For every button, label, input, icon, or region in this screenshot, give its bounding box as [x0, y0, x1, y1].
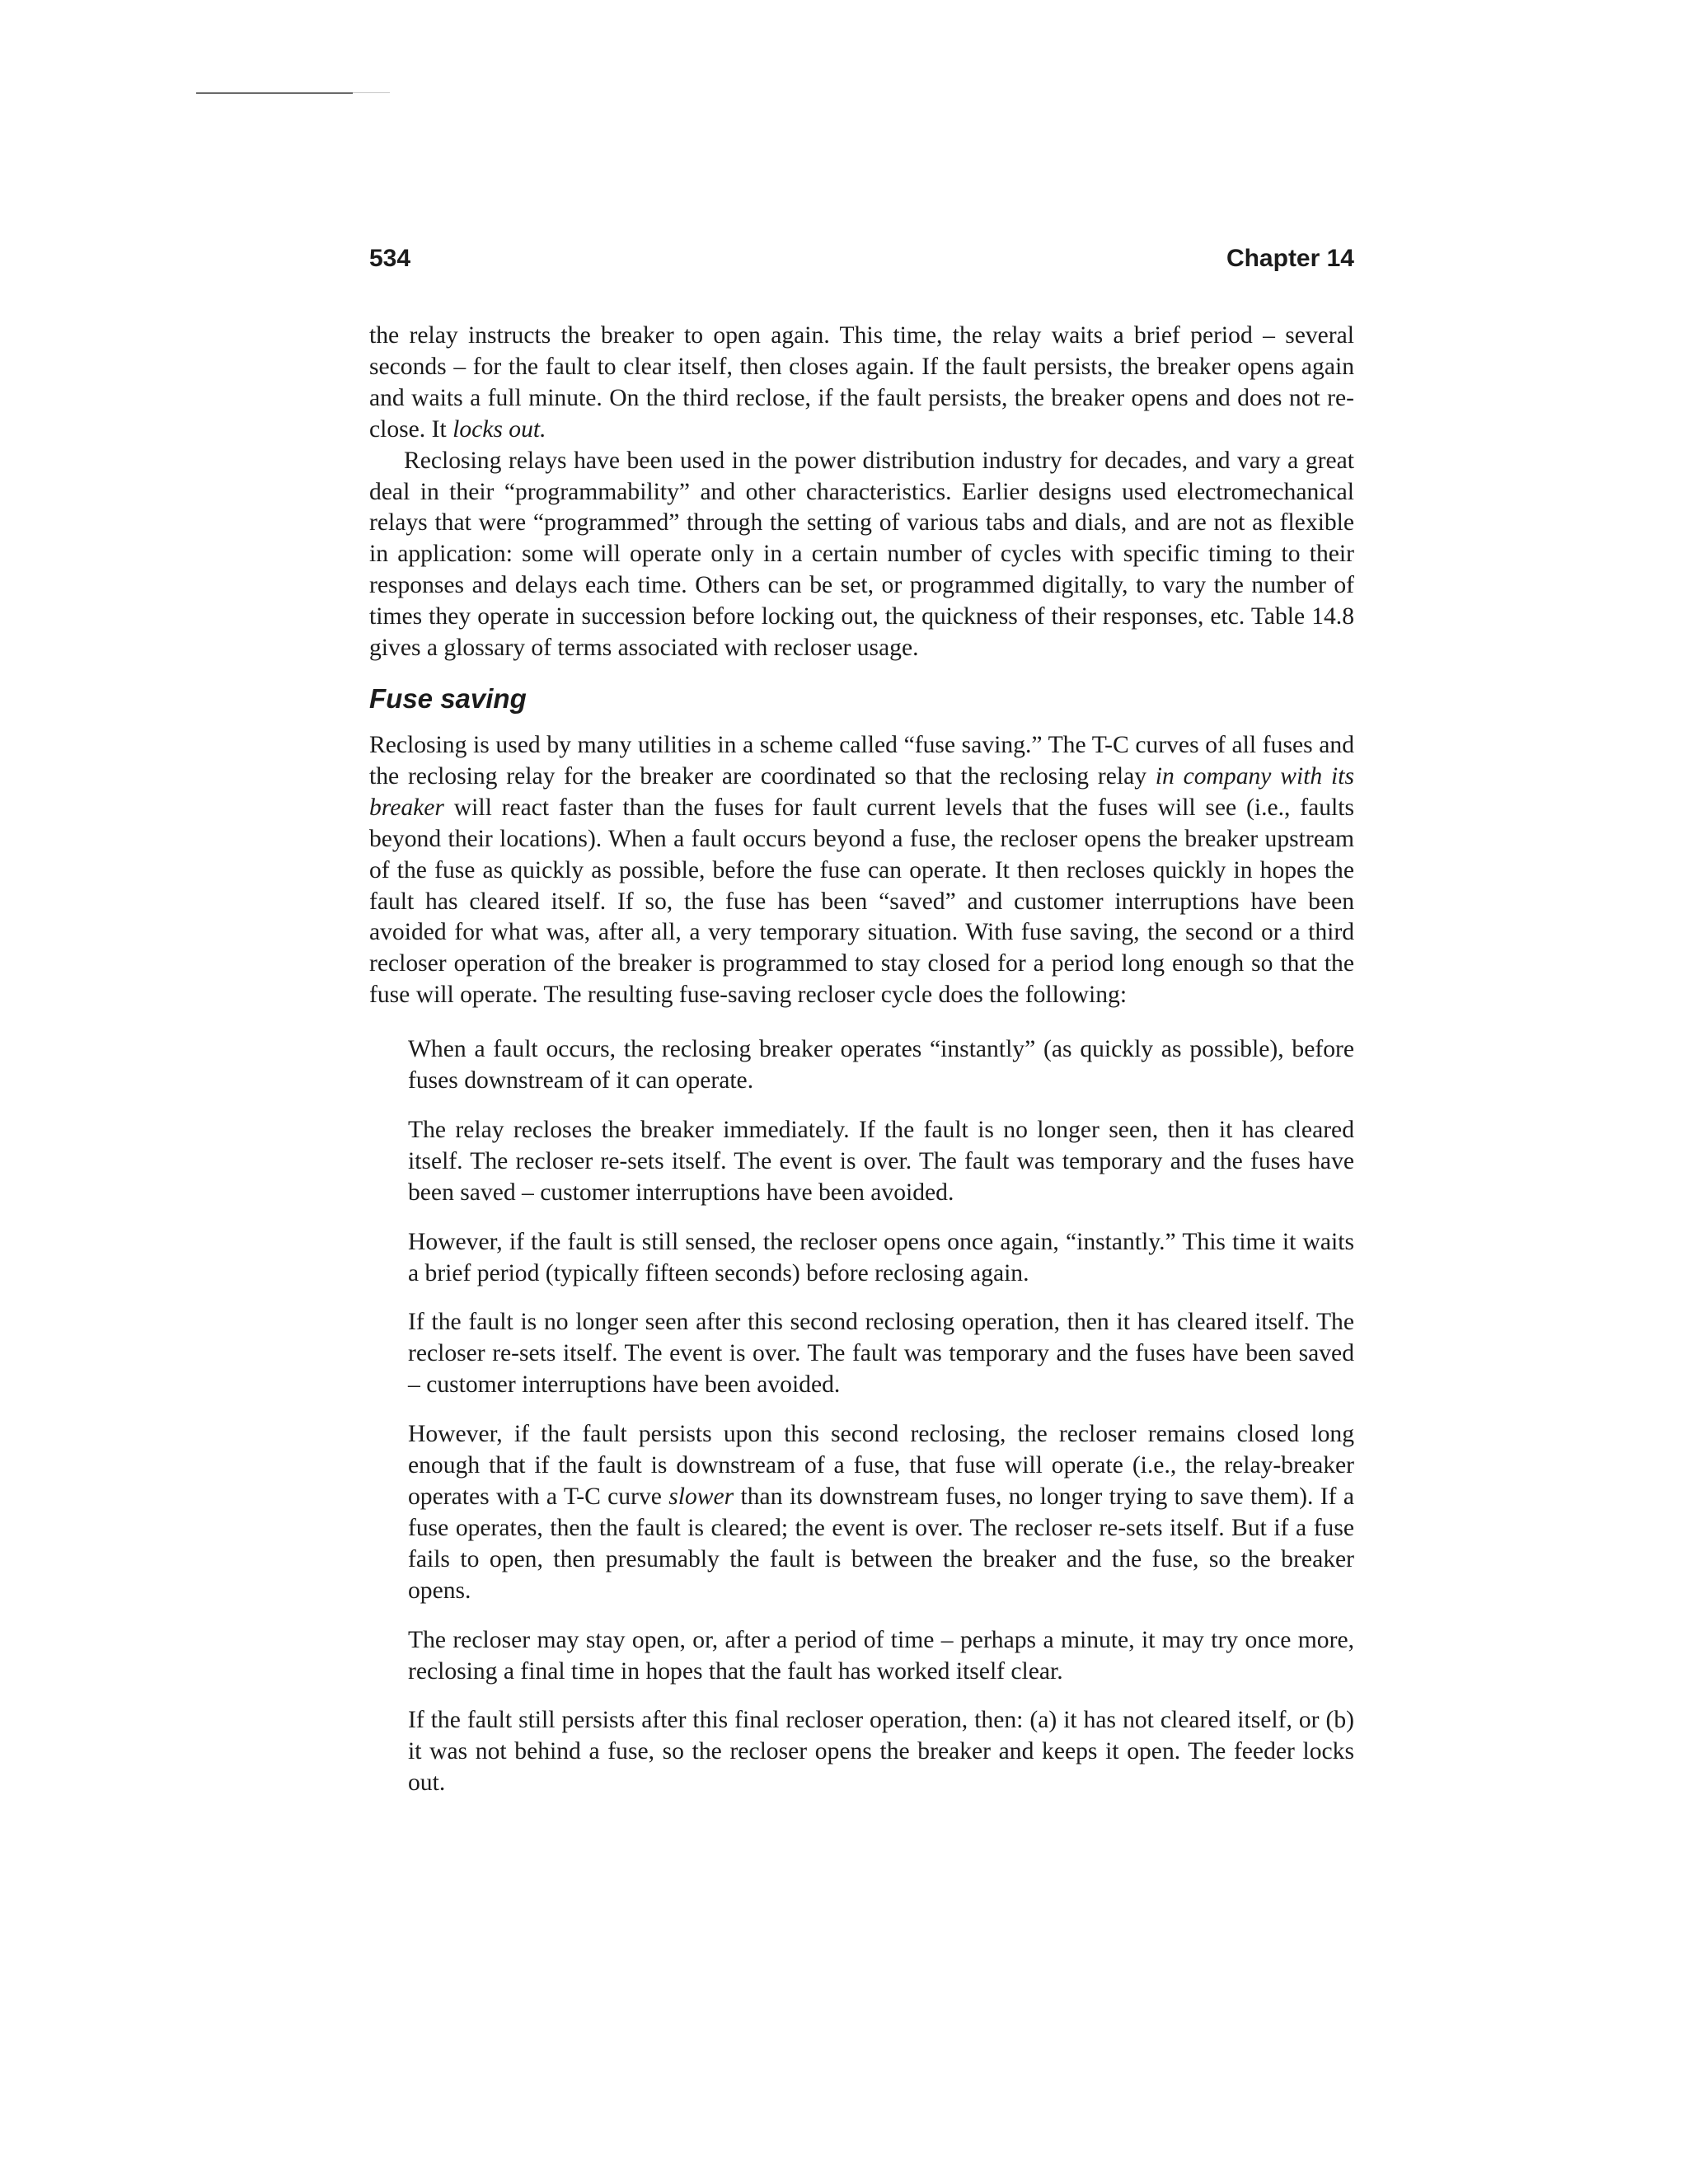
scan-edge-rule: [196, 92, 353, 94]
cycle-step: [408, 1419, 1354, 1606]
cycle-step: The recloser may stay open, or, after a period of time – perhaps a minute, it may try once more, reclosing a final time in hopes that the fault has worked itself clear.: [408, 1626, 1354, 1685]
cycle-step: When a fault occurs, the reclosing breaker operates “instantly” (as quickly as possible), before fuses downstream of it can operate.: [408, 1036, 1354, 1094]
emphasis-text: slower: [668, 1483, 734, 1510]
cycle-step: If the fault is no longer seen after this second reclosing operation, then it has cleared itself. The recloser re-sets itself. The event is over. The fault was temporary and the fuses have been saved – customer interruptions have been avoided.: [408, 1309, 1354, 1399]
chapter-label: Chapter 14: [1226, 245, 1354, 272]
paragraph-text: will react faster than the fuses for fault current levels that the fuses will see (i.e., faults beyond their locations). When a fault occurs beyond a fuse, the recloser opens the breaker upstream of the fuse as quickly as possible, before the fuse can operate. It then recloses quickly in hopes the fault has cleared itself. If so, the fuse has been “saved” and customer interruptions have been avoided for what was, after all, a very temporary situation. With fuse saving, the second or a third recloser operation of the breaker is programmed to stay closed for a period long enough so that the fuse will operate. The resulting fuse-saving recloser cycle does the following:: [369, 794, 1354, 1009]
paragraph-fuse-saving-intro: [369, 730, 1354, 1011]
paragraph-text: Reclosing is used by many utilities in a scheme called “fuse saving.” The T-C curves of all fuses and the reclosing relay for the breaker are coordinated so that the reclosing relay: [369, 731, 1354, 790]
emphasis-text: in company with its breaker: [369, 762, 1354, 821]
page-number: 534: [369, 245, 411, 272]
cycle-step: If the fault still persists after this final recloser operation, then: (a) it has not cleared itself, or (b) it was not behind a fuse, so the recloser opens the breaker and keeps it open. The feeder locks out.: [408, 1707, 1354, 1797]
recloser-cycle-steps: [408, 1034, 1354, 1799]
cycle-step: However, if the fault is still sensed, the recloser opens once again, “instantly.” This time it waits a brief period (typically fifteen seconds) before reclosing again.: [408, 1228, 1354, 1286]
emphasis-text: locks out.: [452, 415, 546, 443]
step-text: than its downstream fuses, no longer trying to save them). If a fuse operates, then the fault is cleared; the event is over. The recloser re-sets itself. But if a fuse fails to open, then presumably the fault is between the breaker and the fuse, so the breaker opens.: [408, 1483, 1354, 1604]
paragraph-reclosing-relays: Reclosing relays have been used in the power distribution industry for decades, and vary a great deal in their “programmability” and other characteristics. Earlier designs used electromechanical relays that were “programmed” through the setting of various tabs and dials, and are not as flexible in application: some will operate only in a certain number of cycles with specific timing to their responses and delays each time. Others can be set, or programmed digitally, to vary the number of times they operate in succession before locking out, the quickness of their responses, etc. Table 14.8 gives a glossary of terms associated with recloser usage.: [369, 447, 1354, 662]
paragraph-continuation: [369, 321, 1354, 446]
page-body: [369, 321, 1354, 1817]
section-heading: Fuse saving: [369, 682, 527, 714]
step-text: However, if the fault persists upon this second reclosing, the recloser remains closed long enough that if the fault is downstream of a fuse, that fuse will operate (i.e., the relay-breaker operates with a T-C curve: [408, 1421, 1354, 1510]
cycle-step: The relay recloses the breaker immediately. If the fault is no longer seen, then it has cleared itself. The recloser re-sets itself. The event is over. The fault was temporary and the fuses have been saved – customer interruptions have been avoided.: [408, 1116, 1354, 1206]
paragraph-text: the relay instructs the breaker to open again. This time, the relay waits a brief period – several seconds – for the fault to clear itself, then closes again. If the fault persists, the breaker opens again and waits a full minute. On the third reclose, if the fault persists, the breaker opens and does not re-close. It: [369, 322, 1354, 443]
